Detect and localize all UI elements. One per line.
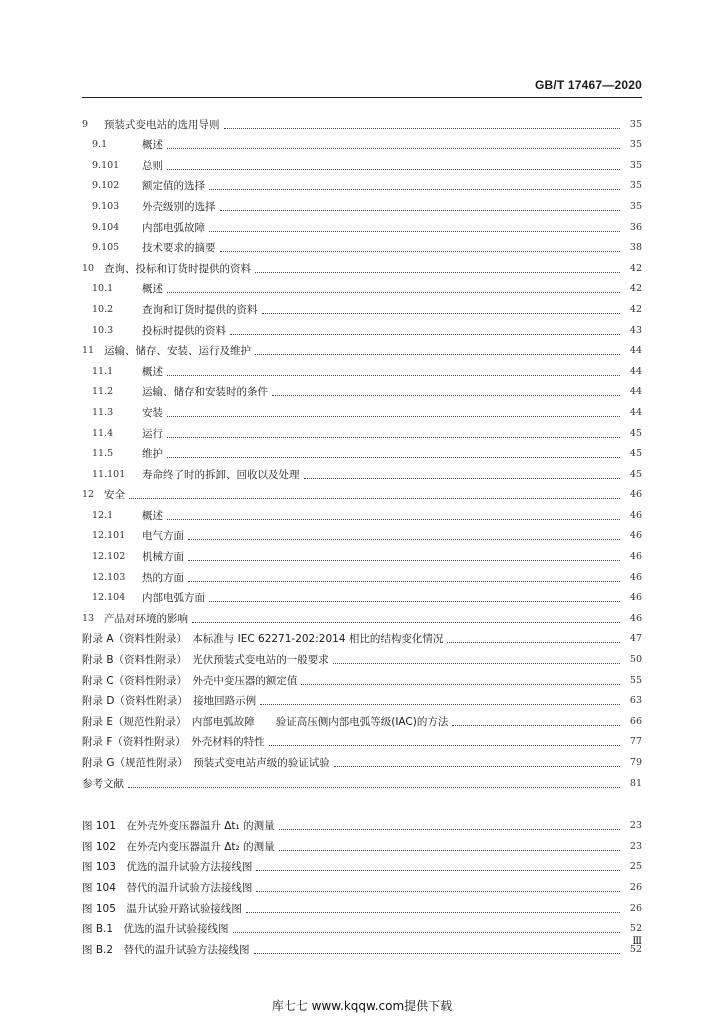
dot-leader bbox=[301, 684, 620, 685]
dot-leader bbox=[128, 787, 620, 788]
toc-page: 25 bbox=[629, 861, 642, 873]
toc-page: 55 bbox=[629, 674, 642, 686]
toc-entry[interactable] bbox=[82, 522, 642, 543]
toc-page: 38 bbox=[629, 242, 642, 254]
toc-title: 机械方面 bbox=[142, 551, 184, 564]
dot-leader bbox=[167, 519, 620, 520]
toc-page: 52 bbox=[629, 943, 642, 955]
toc-title: 总则 bbox=[142, 159, 163, 172]
toc-title: 图 102 在外壳内变压器温升 Δt₂ 的测量 bbox=[82, 840, 275, 853]
toc-title: 电气方面 bbox=[142, 530, 184, 543]
toc-entry[interactable] bbox=[82, 151, 642, 172]
dot-leader bbox=[129, 498, 620, 499]
toc-title: 附录 G（规范性附录） 预装式变电站声级的验证试验 bbox=[82, 757, 330, 769]
toc-title: 参考文献 bbox=[82, 777, 124, 790]
toc-title: 附录 C（资料性附录） 外壳中变压器的额定值 bbox=[82, 674, 298, 687]
toc-page: 35 bbox=[629, 180, 642, 192]
toc-page: 26 bbox=[629, 902, 642, 914]
dot-leader bbox=[447, 642, 620, 643]
toc-number: 9 bbox=[82, 118, 89, 130]
dot-leader bbox=[262, 313, 621, 314]
toc-page: 46 bbox=[629, 489, 642, 501]
dot-leader bbox=[209, 231, 620, 232]
toc-number: 11.3 bbox=[92, 406, 114, 418]
toc-number: 11.2 bbox=[92, 386, 114, 398]
dot-leader bbox=[333, 663, 620, 664]
toc-number: 12.1 bbox=[92, 509, 114, 521]
dot-leader bbox=[167, 375, 620, 376]
toc-page: 23 bbox=[629, 820, 642, 832]
toc-title: 图 B.2 替代的温升试验方法接线图 bbox=[82, 943, 250, 956]
toc-title: 图 105 温升试验开路试验接线图 bbox=[82, 902, 242, 915]
toc-entry[interactable] bbox=[82, 460, 642, 481]
toc-page: 46 bbox=[629, 612, 642, 624]
toc-entry[interactable] bbox=[82, 645, 642, 666]
toc-title: 概述 bbox=[142, 283, 163, 296]
toc-page: 42 bbox=[629, 283, 642, 295]
toc-entry[interactable] bbox=[82, 378, 642, 399]
toc-title: 附录 E（规范性附录） 内部电弧故障 验证高压侧内部电弧等级(IAC)的方法 bbox=[82, 715, 449, 728]
dot-leader bbox=[167, 457, 620, 458]
toc-title: 运行 bbox=[142, 427, 163, 440]
dot-leader bbox=[260, 704, 620, 705]
toc-title: 热的方面 bbox=[142, 571, 184, 584]
toc-title: 预装式变电站的选用导则 bbox=[104, 118, 220, 131]
dot-leader bbox=[269, 745, 620, 746]
toc-title: 概述 bbox=[142, 139, 163, 152]
toc-title: 运输、储存和安装时的条件 bbox=[142, 386, 268, 399]
toc-page: 36 bbox=[629, 221, 642, 233]
toc-entry[interactable] bbox=[82, 131, 642, 152]
toc-page: 46 bbox=[629, 530, 642, 542]
toc-number: 11 bbox=[82, 345, 95, 357]
toc-title: 寿命终了时的拆卸、回收以及处理 bbox=[142, 468, 300, 481]
download-watermark[interactable]: 库七七 www.kqqw.com提供下载 bbox=[271, 999, 453, 1013]
dot-leader bbox=[255, 272, 620, 273]
toc-number: 9.1 bbox=[92, 139, 108, 151]
toc-entry[interactable] bbox=[82, 172, 642, 193]
toc-page: 43 bbox=[629, 324, 642, 336]
toc-page: 45 bbox=[629, 427, 642, 439]
toc-page: 81 bbox=[629, 777, 642, 789]
header-rule bbox=[82, 97, 642, 98]
figure-list-entry[interactable] bbox=[82, 873, 642, 894]
toc-entry[interactable] bbox=[82, 192, 642, 213]
toc-entry[interactable] bbox=[82, 337, 642, 358]
toc-entry[interactable] bbox=[82, 748, 642, 769]
toc-entry[interactable] bbox=[82, 584, 642, 605]
toc-entry[interactable] bbox=[82, 419, 642, 440]
toc-page: 44 bbox=[629, 345, 642, 357]
toc-title: 附录 A（资料性附录） 本标准与 IEC 62271-202:2014 相比的结构变化情况 bbox=[82, 633, 444, 646]
dot-leader bbox=[279, 850, 620, 851]
dot-leader bbox=[334, 766, 620, 767]
toc-number: 9.102 bbox=[92, 180, 120, 192]
toc-entry[interactable] bbox=[82, 707, 642, 728]
dot-leader bbox=[167, 148, 620, 149]
dot-leader bbox=[167, 437, 620, 438]
dot-leader bbox=[255, 354, 620, 355]
toc-title: 安装 bbox=[142, 406, 163, 419]
toc-page: 35 bbox=[629, 139, 642, 151]
toc-title: 运输、储存、安装、运行及维护 bbox=[104, 345, 251, 358]
toc-page: 52 bbox=[629, 923, 642, 935]
toc-number: 10.2 bbox=[92, 303, 114, 315]
toc-title: 附录 B（资料性附录） 光伏预装式变电站的一般要求 bbox=[82, 654, 329, 667]
toc-number: 11.1 bbox=[92, 365, 114, 377]
toc-number: 12.104 bbox=[92, 592, 126, 604]
toc-entry[interactable] bbox=[82, 213, 642, 234]
toc-title: 图 103 优选的温升试验方法接线图 bbox=[82, 861, 253, 874]
toc-page: 79 bbox=[629, 757, 642, 768]
toc-number: 12.102 bbox=[92, 551, 126, 563]
toc-number: 11.101 bbox=[92, 468, 126, 480]
toc-title: 安全 bbox=[104, 489, 125, 502]
toc-entry[interactable] bbox=[82, 501, 642, 522]
toc-title: 附录 F（资料性附录） 外壳材料的特性 bbox=[82, 736, 265, 749]
dot-leader bbox=[188, 581, 620, 582]
dot-leader bbox=[230, 334, 620, 335]
toc-entry[interactable] bbox=[82, 625, 642, 646]
toc-page: 26 bbox=[629, 881, 642, 893]
toc-entry[interactable] bbox=[82, 604, 642, 625]
toc-title: 技术要求的摘要 bbox=[142, 242, 216, 255]
toc-entry[interactable] bbox=[82, 769, 642, 790]
toc-page: 23 bbox=[629, 840, 642, 852]
toc-number: 9.101 bbox=[92, 159, 120, 171]
dot-leader bbox=[167, 292, 620, 293]
dot-leader bbox=[209, 601, 620, 602]
toc-page: 47 bbox=[629, 633, 642, 645]
toc-page: 63 bbox=[629, 695, 642, 707]
toc-entry[interactable] bbox=[82, 542, 642, 563]
dot-leader bbox=[256, 891, 620, 892]
toc-title: 图 104 替代的温升试验方法接线图 bbox=[82, 881, 253, 894]
figure-list-entry[interactable] bbox=[82, 832, 642, 853]
dot-leader bbox=[304, 478, 621, 479]
dot-leader bbox=[452, 725, 620, 726]
section-gap bbox=[82, 790, 642, 812]
toc-number: 11.5 bbox=[92, 448, 114, 460]
table-of-contents bbox=[82, 110, 642, 956]
toc-number: 12 bbox=[82, 489, 95, 501]
toc-title: 外壳级别的选择 bbox=[142, 200, 216, 213]
toc-title: 查询、投标和订货时提供的资料 bbox=[104, 262, 251, 275]
dot-leader bbox=[188, 539, 620, 540]
dot-leader bbox=[192, 622, 620, 623]
toc-page: 46 bbox=[629, 551, 642, 563]
toc-page: 35 bbox=[629, 200, 642, 212]
toc-number: 9.103 bbox=[92, 200, 120, 212]
toc-number: 10 bbox=[82, 262, 95, 274]
toc-entry[interactable] bbox=[82, 440, 642, 461]
dot-leader bbox=[272, 395, 620, 396]
toc-page: 44 bbox=[629, 365, 642, 377]
dot-leader bbox=[188, 560, 620, 561]
toc-title: 维护 bbox=[142, 448, 163, 461]
toc-entry[interactable] bbox=[82, 316, 642, 337]
toc-page: 46 bbox=[629, 509, 642, 521]
dot-leader bbox=[256, 870, 620, 871]
toc-title: 图 101 在外壳外变压器温升 Δt₁ 的测量 bbox=[82, 820, 275, 833]
toc-entry[interactable] bbox=[82, 254, 642, 275]
dot-leader bbox=[233, 932, 620, 933]
toc-entry[interactable] bbox=[82, 357, 642, 378]
toc-page: 42 bbox=[629, 303, 642, 315]
toc-page: 50 bbox=[629, 654, 642, 666]
toc-page: 45 bbox=[629, 468, 642, 480]
toc-entry[interactable] bbox=[82, 666, 642, 687]
toc-entry[interactable] bbox=[82, 234, 642, 255]
toc-page: 45 bbox=[629, 448, 642, 460]
toc-page: 35 bbox=[629, 159, 642, 171]
toc-page: 35 bbox=[629, 118, 642, 130]
toc-title: 附录 D（资料性附录） 接地回路示例 bbox=[82, 695, 257, 708]
toc-title: 内部电弧方面 bbox=[142, 592, 205, 605]
toc-entry[interactable] bbox=[82, 563, 642, 584]
standard-code: GB/T 17467—2020 bbox=[534, 78, 642, 92]
dot-leader bbox=[224, 128, 621, 129]
toc-page: 46 bbox=[629, 571, 642, 583]
page-number: Ⅲ bbox=[632, 936, 642, 947]
toc-title: 查询和订货时提供的资料 bbox=[142, 303, 258, 316]
toc-entry[interactable] bbox=[82, 398, 642, 419]
figure-list-entry[interactable] bbox=[82, 853, 642, 874]
toc-title: 概述 bbox=[142, 365, 163, 378]
dot-leader bbox=[279, 829, 620, 830]
dot-leader bbox=[220, 251, 621, 252]
toc-page: 66 bbox=[629, 715, 642, 727]
dot-leader bbox=[246, 912, 620, 913]
toc-page: 42 bbox=[629, 262, 642, 274]
toc-number: 12.101 bbox=[92, 530, 126, 542]
toc-title: 产品对环境的影响 bbox=[104, 612, 188, 625]
toc-title: 额定值的选择 bbox=[142, 180, 205, 193]
toc-number: 13 bbox=[82, 612, 95, 624]
figure-list-entry[interactable] bbox=[82, 935, 642, 956]
toc-number: 9.104 bbox=[92, 221, 120, 233]
toc-page: 46 bbox=[629, 592, 642, 604]
toc-title: 图 B.1 优选的温升试验接线图 bbox=[82, 923, 229, 936]
toc-number: 12.103 bbox=[92, 571, 126, 583]
toc-entry[interactable] bbox=[82, 275, 642, 296]
toc-entry[interactable] bbox=[82, 687, 642, 708]
toc-number: 10.1 bbox=[92, 283, 114, 295]
toc-title: 概述 bbox=[142, 509, 163, 522]
toc-title: 内部电弧故障 bbox=[142, 221, 205, 234]
dot-leader bbox=[167, 416, 620, 417]
toc-number: 9.105 bbox=[92, 242, 120, 254]
figure-list-entry[interactable] bbox=[82, 812, 642, 833]
toc-entry[interactable] bbox=[82, 110, 642, 131]
dot-leader bbox=[254, 953, 620, 954]
toc-number: 11.4 bbox=[92, 427, 114, 439]
toc-entry[interactable] bbox=[82, 728, 642, 749]
figure-list-entry[interactable] bbox=[82, 894, 642, 915]
dot-leader bbox=[167, 169, 620, 170]
toc-entry[interactable] bbox=[82, 295, 642, 316]
toc-page: 44 bbox=[629, 386, 642, 398]
toc-entry[interactable] bbox=[82, 481, 642, 502]
toc-title: 投标时提供的资料 bbox=[142, 324, 226, 337]
toc-page: 44 bbox=[629, 406, 642, 418]
dot-leader bbox=[220, 210, 621, 211]
dot-leader bbox=[209, 189, 620, 190]
toc-page: 77 bbox=[629, 736, 642, 748]
toc-number: 10.3 bbox=[92, 324, 114, 336]
figure-list-entry[interactable] bbox=[82, 915, 642, 936]
